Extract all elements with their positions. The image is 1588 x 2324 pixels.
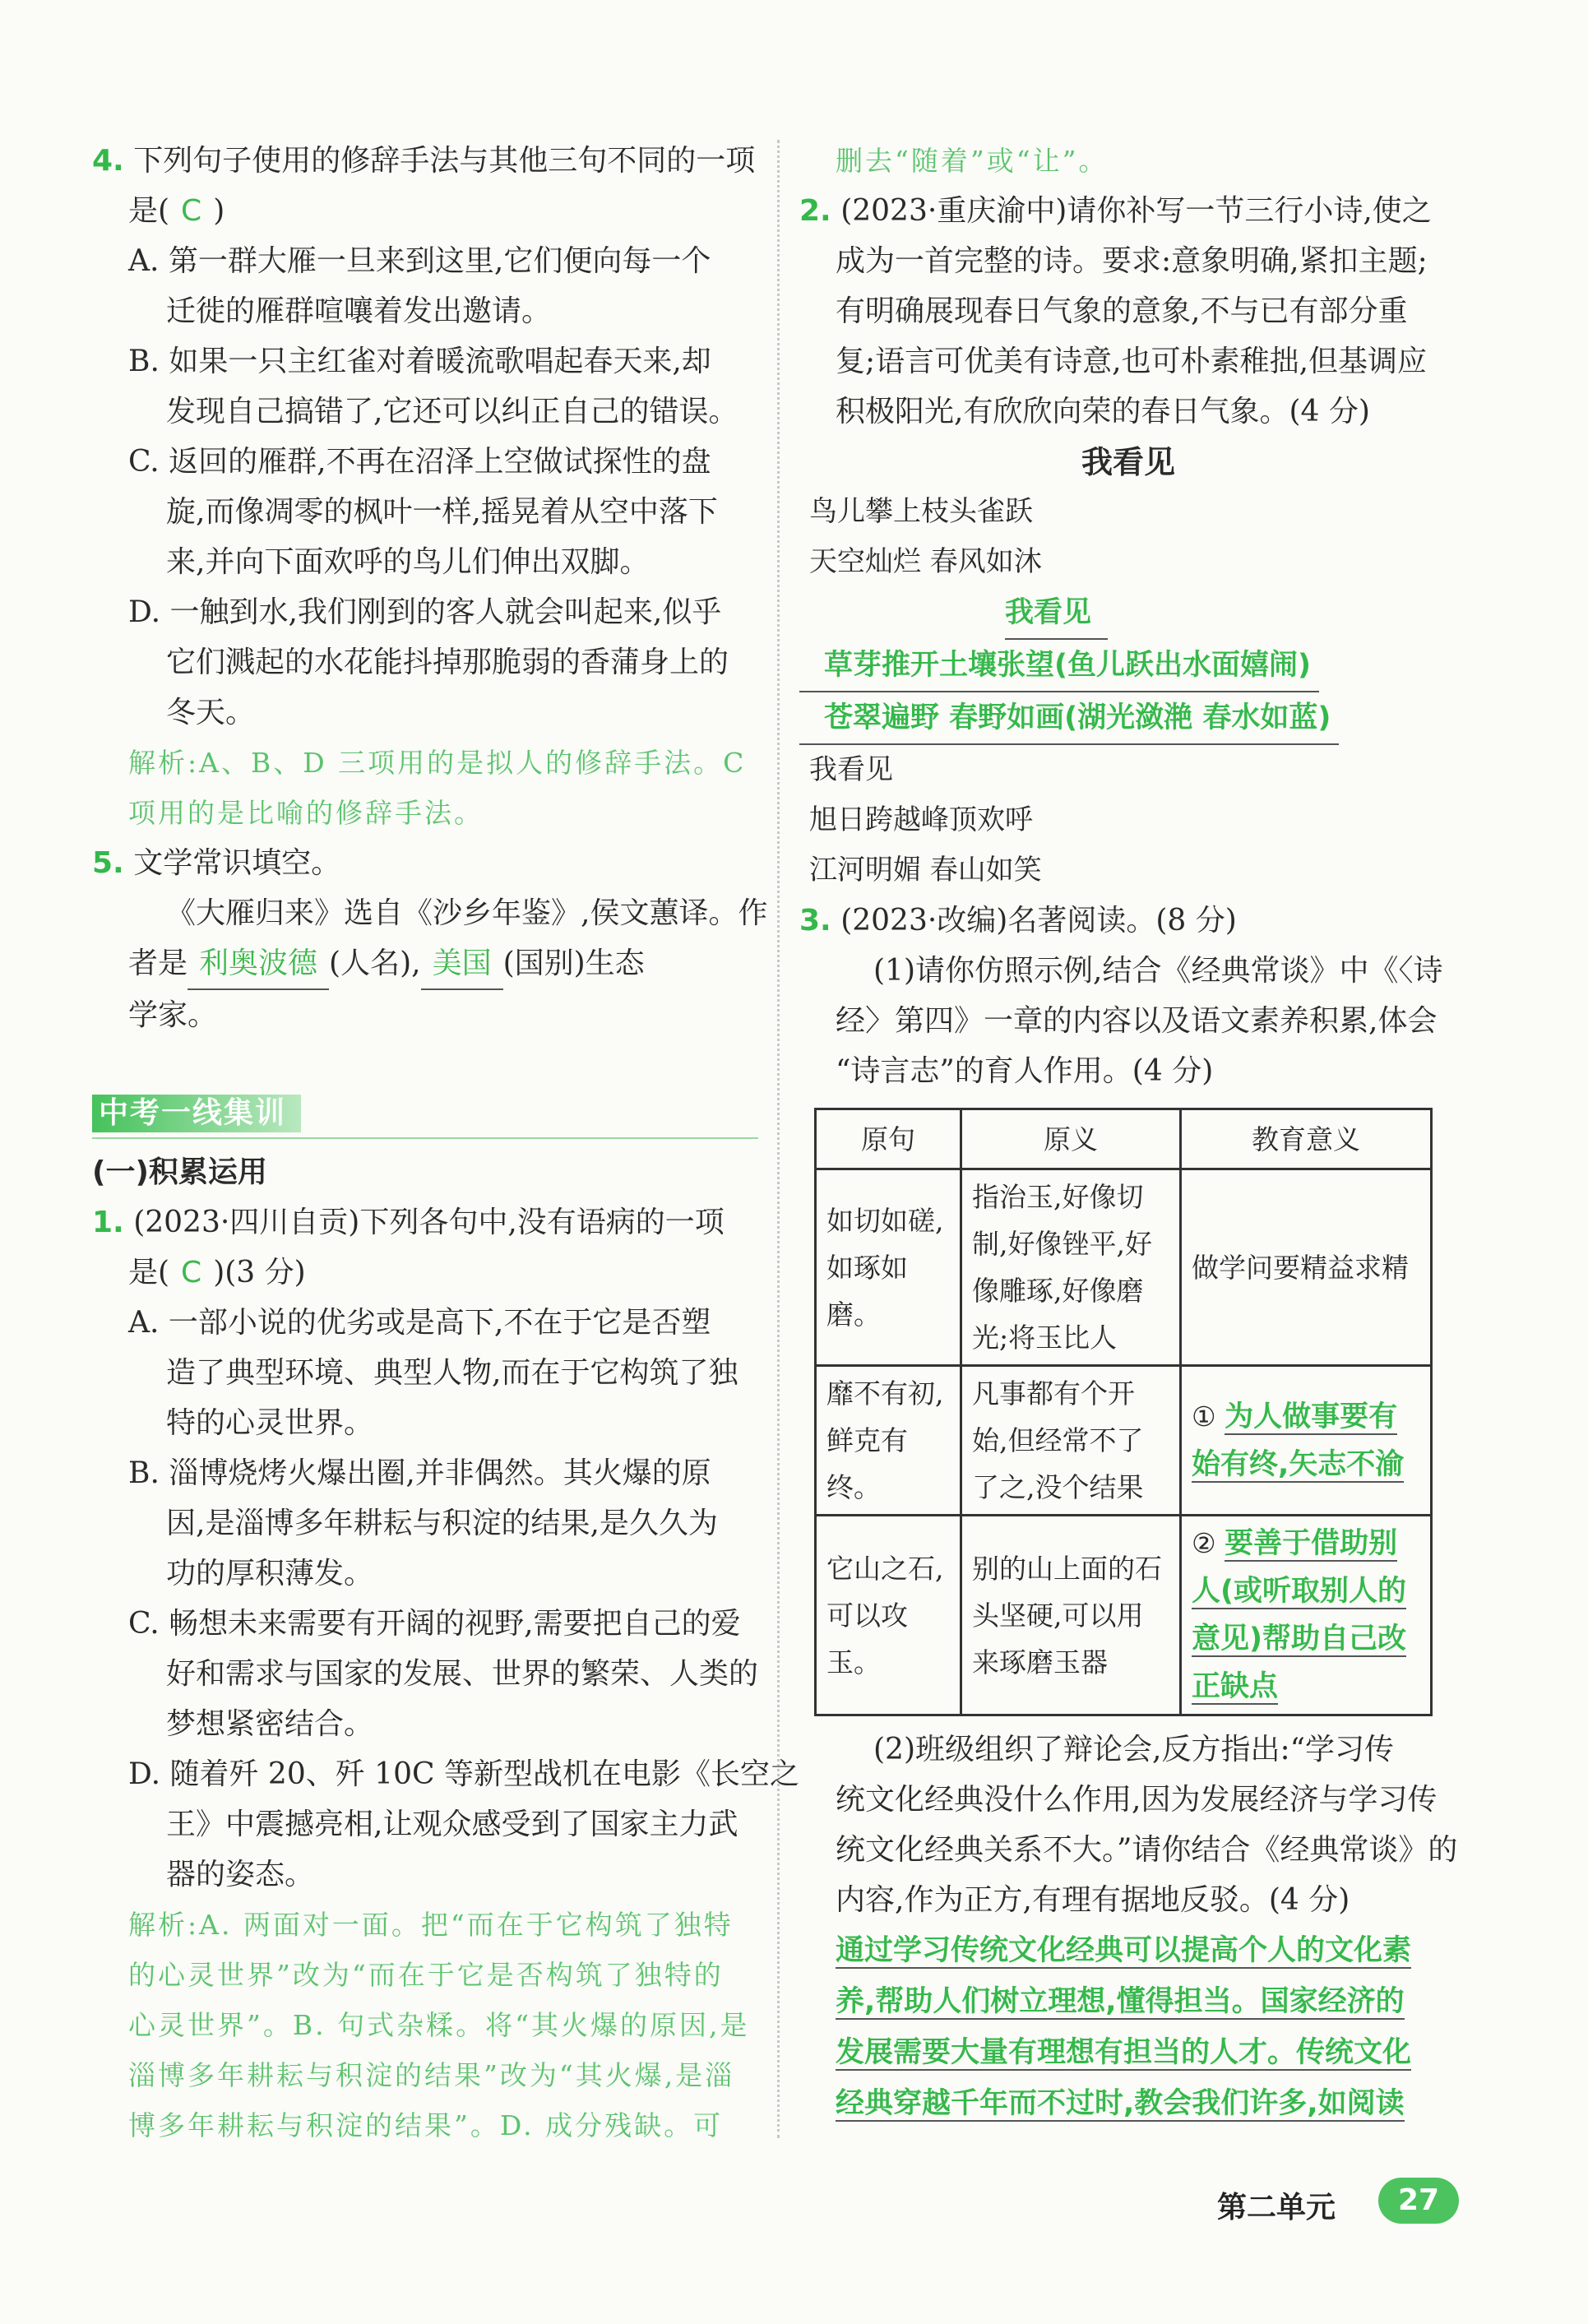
option-a-cont: 特的心灵世界。 [166,1406,374,1440]
question-4 [92,136,758,838]
analysis-text: 删去“随着”或“让”。 [836,145,1109,177]
analysis-text: 解析:A. 两面对一面。把“而在于它构筑了独特 [128,1909,734,1941]
fill-answer-country: 美国 [421,938,503,990]
option-b: B. 淄博烧烤火爆出圈,并非偶然。其火爆的原 [128,1456,711,1490]
essay-answer-line: 发展需要大量有理想有担当的人才。传统文化 [836,2036,1412,2069]
question-text: (1)请你仿照示例,结合《经典常谈》中《〈诗 [873,954,1443,988]
option-a-cont: 迁徙的雁群喧嚷着发出邀请。 [166,294,552,328]
question-text: 成为一首完整的诗。要求:意象明确,紧扣主题; [836,244,1428,278]
question-number: 5. [92,846,124,880]
blank-number: ① [1192,1400,1216,1433]
option-c: C. 畅想未来需要有开阔的视野,需要把自己的爱 [128,1607,741,1641]
option-c-cont: 旋,而像凋零的枫叶一样,摇晃着从空中落下 [166,495,718,529]
table-header: 原句 [816,1109,961,1169]
section-title: 中考一线集训 [92,1095,301,1132]
question-text: 经〉第四》一章的内容以及语文素养积累,体会 [836,1004,1438,1038]
essay-answer-line: 通过学习传统文化经典可以提高个人的文化素 [836,1934,1412,1967]
blank-number: ② [1192,1527,1216,1559]
stem-text: 是( [128,194,170,228]
question-text: 统文化经典没什么作用,因为发展经济与学习传 [836,1783,1438,1817]
analysis-text: 博多年耕耘与积淀的结果”。D. 成分残缺。可 [128,2109,724,2141]
table-row [816,1169,1432,1366]
analysis-text: 淄博多年耕耘与积淀的结果”改为“其火爆,是淄 [128,2059,735,2091]
option-c: C. 返回的雁群,不再在沼泽上空做试探性的盘 [128,445,711,479]
option-d: D. 一触到水,我们刚到的客人就会叫起来,似乎 [128,595,722,629]
question-text: 积极阳光,有欣欣向荣的春日气象。(4 分) [836,395,1370,428]
analysis-text: 解析:A、B、D 三项用的是拟人的修辞手法。C [128,747,747,779]
table-row [816,1366,1432,1516]
table-header-row [816,1109,1432,1169]
question-5 [92,838,768,1040]
option-c-cont: 来,并向下面欢呼的鸟儿们伸出双脚。 [166,545,650,579]
table-cell [1181,1366,1432,1516]
poem-answer-line: 草芽推开土壤张望(鱼儿跃出水面嬉闹) [799,641,1319,692]
poem-answer-line: 我看见 [1005,588,1108,640]
option-b-cont: 发现自己搞错了,它还可以纠正自己的错误。 [166,395,738,428]
table-header: 原义 [961,1109,1181,1169]
essay-answer-line: 经典穿越千年而不过时,教会我们许多,如阅读 [836,2087,1405,2120]
stem-text: )(3 分) [213,1256,306,1289]
option-d: D. 随着歼 20、歼 10C 等新型战机在电影《长空之 [128,1757,799,1791]
question-stem: 文学常识填空。 [133,846,341,880]
answer-choice: C [181,194,202,228]
option-d-cont: 王》中震撼亮相,让观众感受到了国家主力武 [166,1808,738,1841]
question-text: 内容,作为正方,有理有据地反驳。(4 分) [836,1883,1350,1917]
option-d-cont: 它们溅起的水花能抖掉那脆弱的香蒲身上的 [166,646,729,679]
analysis-text: 心灵世界”。B. 句式杂糅。将“其火爆的原因,是 [128,2009,750,2041]
option-a: A. 第一群大雁一旦来到这里,它们便向每一个 [128,244,711,278]
subsection-title: (一)积累运用 [92,1155,267,1189]
option-b: B. 如果一只主红雀对着暖流歌唱起春天来,却 [128,345,711,378]
poem-line: 鸟儿攀上枝头雀跃 [809,495,1033,528]
column-divider [777,140,780,2138]
table-cell: 如切如磋,如琢如磨。 [816,1169,961,1366]
question-1 [92,1197,799,2150]
question-number: 1. [92,1206,124,1239]
table-cell: 它山之石,可以攻玉。 [816,1516,961,1715]
passage-line: 学家。 [128,998,218,1032]
question-stem: (2023·四川自贡)下列各句中,没有语病的一项 [133,1206,725,1239]
answer-choice: C [181,1256,202,1289]
right-column [799,136,1457,2129]
table-cell: 别的山上面的石头坚硬,可以用来琢磨玉器 [961,1516,1181,1715]
table-cell: 靡不有初,鲜克有终。 [816,1366,961,1516]
option-b-cont: 功的厚积薄发。 [166,1557,374,1590]
left-column [92,136,799,2150]
poem-line: 天空灿烂 春风如沐 [809,545,1042,578]
essay-answer-line: 养,帮助人们树立理想,懂得担当。国家经济的 [836,1985,1405,2018]
passage-line: 《大雁归来》选自《沙乡年鉴》,侯文蕙译。作 [166,896,768,930]
question-3 [799,896,1457,2129]
analysis-text: 的心灵世界”改为“而在于它是否构筑了独特的 [128,1959,724,1991]
option-a: A. 一部小说的优劣或是高下,不在于它是否塑 [128,1306,711,1340]
section-banner [92,1090,758,1139]
stem-text: 是( [128,1256,170,1289]
option-c-cont: 好和需求与国家的发展、世界的繁荣、人类的 [166,1657,759,1691]
table-cell: 凡事都有个开始,但经常不了了之,没个结果 [961,1366,1181,1516]
page-number: 27 [1378,2178,1459,2224]
fill-answer-author: 利奥波德 [188,938,329,990]
question-text: 复;语言可优美有诗意,也可朴素稚拙,但基调应 [836,345,1428,378]
poetry-table [814,1108,1433,1716]
question-number: 4. [92,144,124,178]
poem-line: 我看见 [809,753,893,786]
table-cell [1181,1516,1432,1715]
passage-text: (国别)生态 [502,947,645,980]
question-text: 统文化经典关系不大。”请你结合《经典常谈》的 [836,1833,1458,1867]
table-cell: 做学问要精益求精 [1181,1169,1432,1366]
section-rule [92,1137,758,1139]
analysis-text: 项用的是比喻的修辞手法。 [128,797,484,829]
table-cell: 指治玉,好像切制,好像锉平,好像雕琢,好像磨光;将玉比人 [961,1169,1181,1366]
question-number: 2. [799,194,831,228]
question-text: (2)班级组织了辩论会,反方指出:“学习传 [873,1733,1394,1766]
option-c-cont: 梦想紧密结合。 [166,1707,374,1741]
question-text: 有明确展现春日气象的意象,不与已有部分重 [836,294,1408,328]
question-2 [799,186,1457,896]
question-stem: (2023·改编)名著阅读。(8 分) [840,904,1237,937]
poem-answer-line: 苍翠遍野 春野如画(湖光潋滟 春水如蓝) [799,693,1339,745]
question-stem: 下列句子使用的修辞手法与其他三句不同的一项 [133,144,756,178]
question-stem: (2023·重庆渝中)请你补写一节三行小诗,使之 [840,194,1432,228]
poem-line: 旭日跨越峰顶欢呼 [809,803,1033,836]
passage-text: (人名), [329,947,421,980]
question-text: “诗言志”的育人作用。(4 分) [836,1054,1214,1088]
stem-text: ) [213,194,225,228]
option-a-cont: 造了典型环境、典型人物,而在于它构筑了独 [166,1356,738,1390]
table-answer: 为人做事要有始有终,矢志不渝 [1192,1400,1405,1481]
unit-label: 第二单元 [1217,2191,1336,2224]
option-d-cont: 器的姿态。 [166,1858,315,1891]
table-header: 教育意义 [1181,1109,1432,1169]
option-b-cont: 因,是淄博多年耕耘与积淀的结果,是久久为 [166,1507,718,1540]
question-number: 3. [799,904,831,937]
poem-title: 我看见 [1081,443,1175,480]
poem-line: 江河明媚 春山如笑 [809,854,1042,887]
passage-text: 者是 [128,947,188,980]
table-answer: 要善于借助别人(或听取别人的意见)帮助自己改正缺点 [1192,1527,1406,1703]
table-row [816,1516,1432,1715]
option-d-cont: 冬天。 [166,696,256,729]
